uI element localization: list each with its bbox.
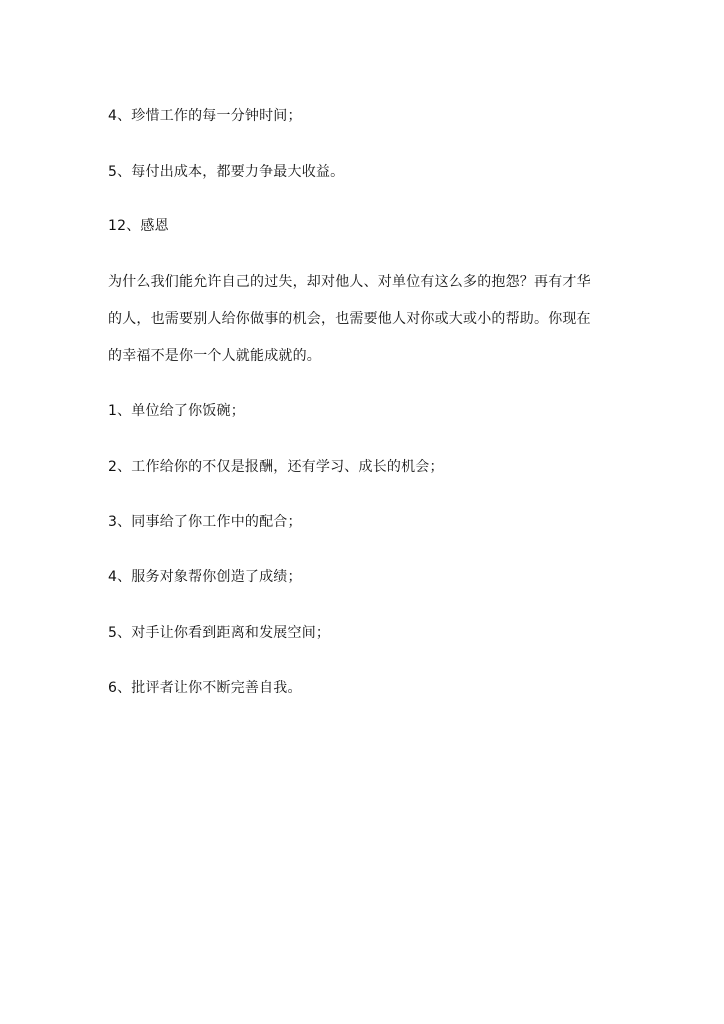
- list-item: 1、单位给了你饭碗；: [108, 403, 245, 419]
- list-item: 4、服务对象帮你创造了成绩；: [108, 569, 302, 585]
- list-item: 5、对手让你看到距离和发展空间；: [108, 625, 331, 641]
- list-item: 6、批评者让你不断完善自我。: [108, 680, 302, 696]
- paragraph-line: 的幸福不是你一个人就能成就的。: [108, 348, 321, 364]
- list-item: 3、同事给了你工作中的配合；: [108, 514, 302, 530]
- text-line: 4、珍惜工作的每一分钟时间；: [108, 108, 302, 124]
- paragraph-line: 为什么我们能允许自己的过失，却对他人、对单位有这么多的抱怨？再有才华: [108, 274, 591, 290]
- section-heading: 12、感恩: [108, 218, 169, 234]
- list-item: 2、工作给你的不仅是报酬，还有学习、成长的机会；: [108, 459, 444, 475]
- text-line: 5、每付出成本，都要力争最大收益。: [108, 164, 345, 180]
- paragraph-line: 的人，也需要别人给你做事的机会，也需要他人对你或大或小的帮助。你现在: [108, 311, 591, 327]
